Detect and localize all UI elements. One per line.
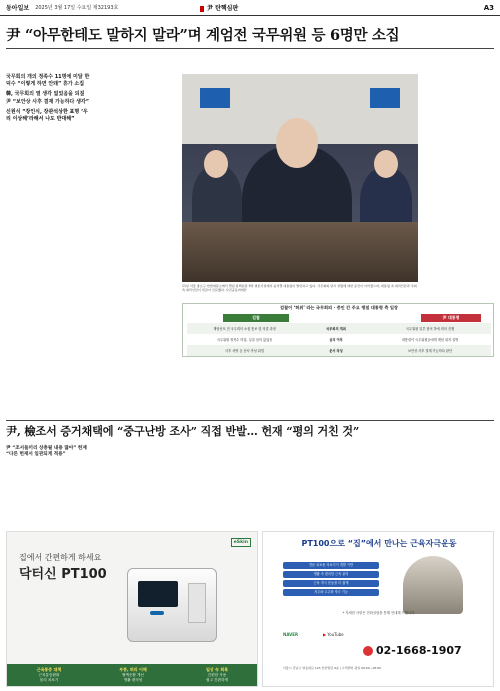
naver-logo[interactable]: NAVER: [283, 632, 299, 637]
table-row: 계엄선포 전 국무회의 소집 통보 및 의결 과정 국무회의 개최 국무위원 일부 참석 하에 회의 진행: [187, 323, 491, 334]
ad2-feature-item: 저주파·고주파 자극 기능: [283, 589, 379, 596]
advertisement-device[interactable]: [6, 531, 258, 687]
section-label: 尹 탄핵심판: [200, 3, 238, 12]
ad2-feature-item: 근육 자극 운동을 더 쉽게: [283, 580, 379, 587]
section-marker-icon: [200, 6, 204, 12]
story2-body-col3: [182, 446, 258, 528]
story1-body-col5: [340, 362, 416, 418]
table-header-right: 尹 대통령: [421, 314, 481, 322]
ad2-note: * 자세한 사항은 전화상담을 통해 안내해 드립니다.: [342, 611, 416, 615]
table-title: 검찰이 ‘허위’ 라는 국무회의 · 증인 간 주요 쟁점 대통령 측 입장: [280, 305, 398, 310]
lede-line: 韓, 국무회의 열 생각 없었음을 되짚 尹 “보안상 사후 결재 가능하다 생각”: [6, 91, 90, 105]
table-header-left: 검찰: [223, 314, 289, 322]
youtube-link[interactable]: ▶ YouTube: [323, 632, 344, 637]
ad2-address: 서울시 강남구 영동대로 123 신한빌딩 9층 | 고객센터 평일 09:00~18:00: [283, 666, 381, 670]
story2-body-col6: [420, 446, 494, 528]
story2-body-col5: [342, 446, 416, 528]
story2-body-col1: [6, 470, 90, 528]
table-row: 사후 서명 등 문서 작성 위법 문서 작성 보안상 사후 결재 가능하다 판단: [187, 345, 491, 356]
newspaper-name: 동아일보: [6, 5, 30, 12]
ad-brand-logo: eSkin: [231, 538, 251, 547]
ad-product-name: 닥터신 PT100: [19, 567, 107, 582]
story1-body-col2: [94, 74, 178, 416]
lede-subline: 신원식 “장인식, 장관석상한 표명 ‘우리 이상해’라해서 나도 반대해”: [6, 108, 88, 123]
story1-body-col4: [260, 362, 336, 418]
ad2-feature-item: 전문 치료용 의료기기 개발 기반: [283, 562, 379, 569]
story1-lede: [6, 74, 90, 126]
second-headline: 尹, 檢조서 증거채택에 “중구난방 조사” 직접 반발… 헌재 “평의 거친 것”: [6, 424, 360, 438]
story-divider: [6, 420, 494, 421]
phone-icon: [363, 646, 373, 656]
story1-body-col3: [182, 362, 256, 418]
story1-body-col1: [6, 176, 90, 416]
main-headline: 尹 “아무한테도 말하지 말라”며 계엄전 국무위원 등 6명만 소집: [6, 27, 400, 44]
ad-tagline: 집에서 간편하게 하세요: [19, 553, 102, 562]
ad2-model-photo: [403, 556, 463, 614]
ad-feature: 일상 속 회복 간편한 사용 쉽고 간편하게: [205, 667, 229, 682]
ad2-feature-item: 생활 속 편리한 근육 관리: [283, 571, 379, 578]
ad-feature: 근육통증 대책 근육통증완화 물리 치료기: [36, 667, 62, 682]
advertisement-exercise[interactable]: [262, 531, 494, 687]
page-number: A3: [483, 3, 494, 12]
ad2-feature-list: [283, 562, 379, 598]
page-header: [0, 0, 500, 16]
issue-date: 2025년 3월 17일 수요일 제32193호: [35, 5, 119, 11]
ad-feature-bar: [7, 664, 258, 686]
lede-line: 국무회의 개의 정족수 11명에 미달 한덕수 “이렇게 하면 안돼” 휴가 소집: [6, 74, 90, 88]
story2-body-col2: [94, 446, 178, 528]
phone-number[interactable]: 02-1668-1907: [363, 644, 462, 657]
headline-divider: [6, 48, 494, 49]
story2-body-col4: [262, 446, 338, 528]
court-photo: [182, 74, 418, 282]
ad-feature: 부종, 허리 이해 혈액순환 개선 생활 편의성: [119, 667, 147, 682]
ad2-headline: PT100으로 “집”에서 만나는 근육자극운동: [263, 532, 494, 556]
issue-table: [182, 303, 494, 357]
story2-lede: 尹 “조서들끼리 상충될 내용 많아” 헌재 “다른 헌재서 일관되게 적용”: [6, 446, 87, 458]
device-image: [127, 568, 217, 642]
table-row: 국무위원 정족수 미달, 실질 심의 없었음 심의 여부 대통령이 국무위원들에게 계엄 취지 설명: [216, 338, 459, 342]
photo-caption: 11일 서울 종로구 헌법재판소에서 열린 탄핵심판 9차 변론기일에서 윤석열 대통령이 발언하고 있다. 국무회의 당시 상황에 대한 증언이 이어졌으며, 대통령 측 대리인단과 국회 측 대리인단이 번갈아 신문했다. 사진공동취재단: [182, 284, 417, 293]
